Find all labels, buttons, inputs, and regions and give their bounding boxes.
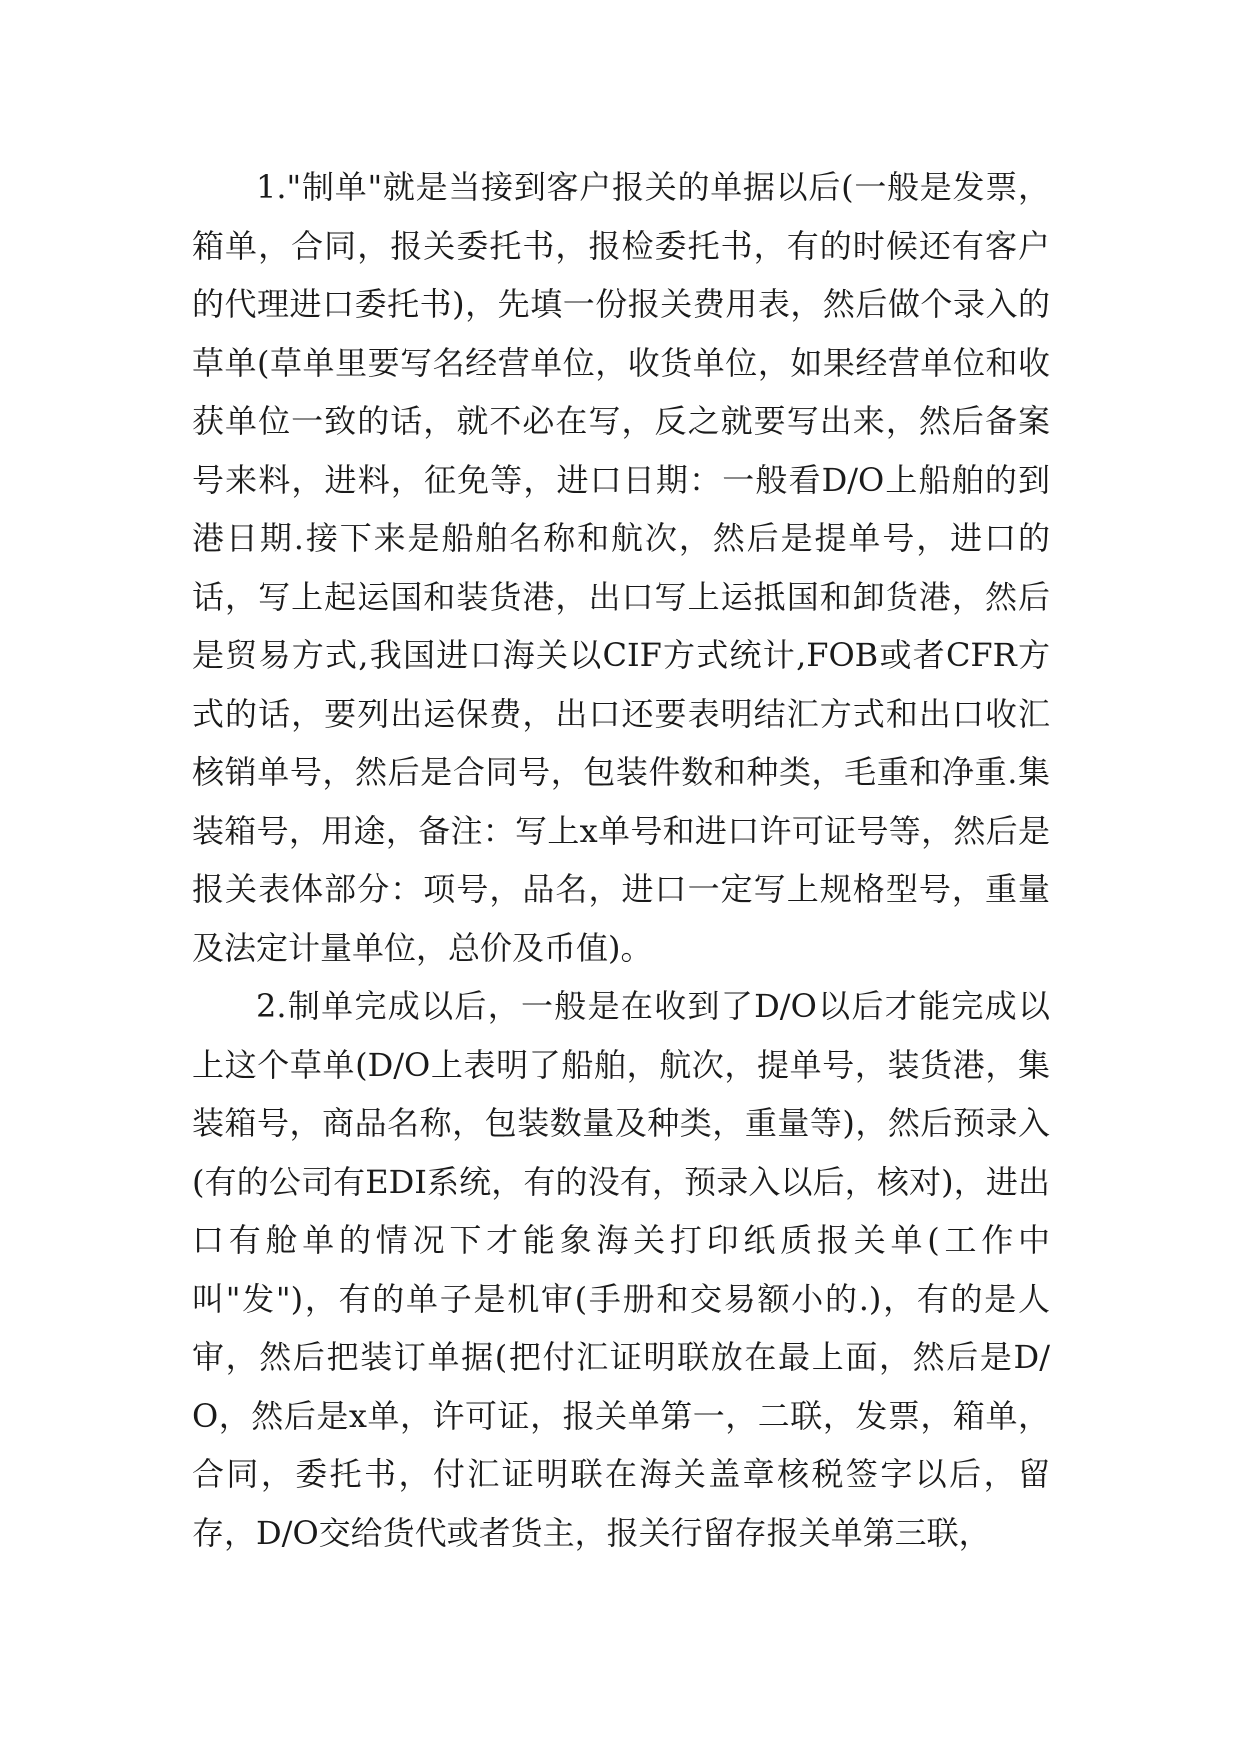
document-body [192,158,1050,1562]
paragraph-1: 1."制单"就是当接到客户报关的单据以后(一般是发票，箱单，合同，报关委托书，报检委托书，有的时候还有客户的代理进口委托书)，先填一份报关费用表，然后做个录入的草单(草单里要写名经营单位，收货单位，如果经营单位和收获单位一致的话，就不必在写，反之就要写出来，然后备案号来料，进料，征免等，进口日期：一般看D/O上船舶的到港日期.接下来是船舶名称和航次，然后是提单号，进口的话，写上起运国和装货港，出口写上运抵国和卸货港，然后是贸易方式,我国进口海关以CIF方式统计,FOB或者CFR方式的话，要列出运保费，出口还要表明结汇方式和出口收汇核销单号，然后是合同号，包装件数和种类，毛重和净重.集装箱号，用途，备注：写上x单号和进口许可证号等，然后是报关表体部分：项号，品名，进口一定写上规格型号，重量及法定计量单位，总价及币值)。 [192,168,1050,967]
paragraph-2: 2.制单完成以后，一般是在收到了D/O以后才能完成以上这个草单(D/O上表明了船舶，航次，提单号，装货港，集装箱号，商品名称，包装数量及种类，重量等)，然后预录入(有的公司有EDI系统，有的没有，预录入以后，核对)，进出口有舱单的情况下才能象海关打印纸质报关单(工作中叫"发")，有的单子是机审(手册和交易额小的.)，有的是人审，然后把装订单据(把付汇证明联放在最上面，然后是D/O，然后是x单，许可证，报关单第一，二联，发票，箱单，合同，委托书，付汇证明联在海关盖章核税签字以后，留存，D/O交给货代或者货主，报关行留存报关单第三联， [192,987,1050,1552]
